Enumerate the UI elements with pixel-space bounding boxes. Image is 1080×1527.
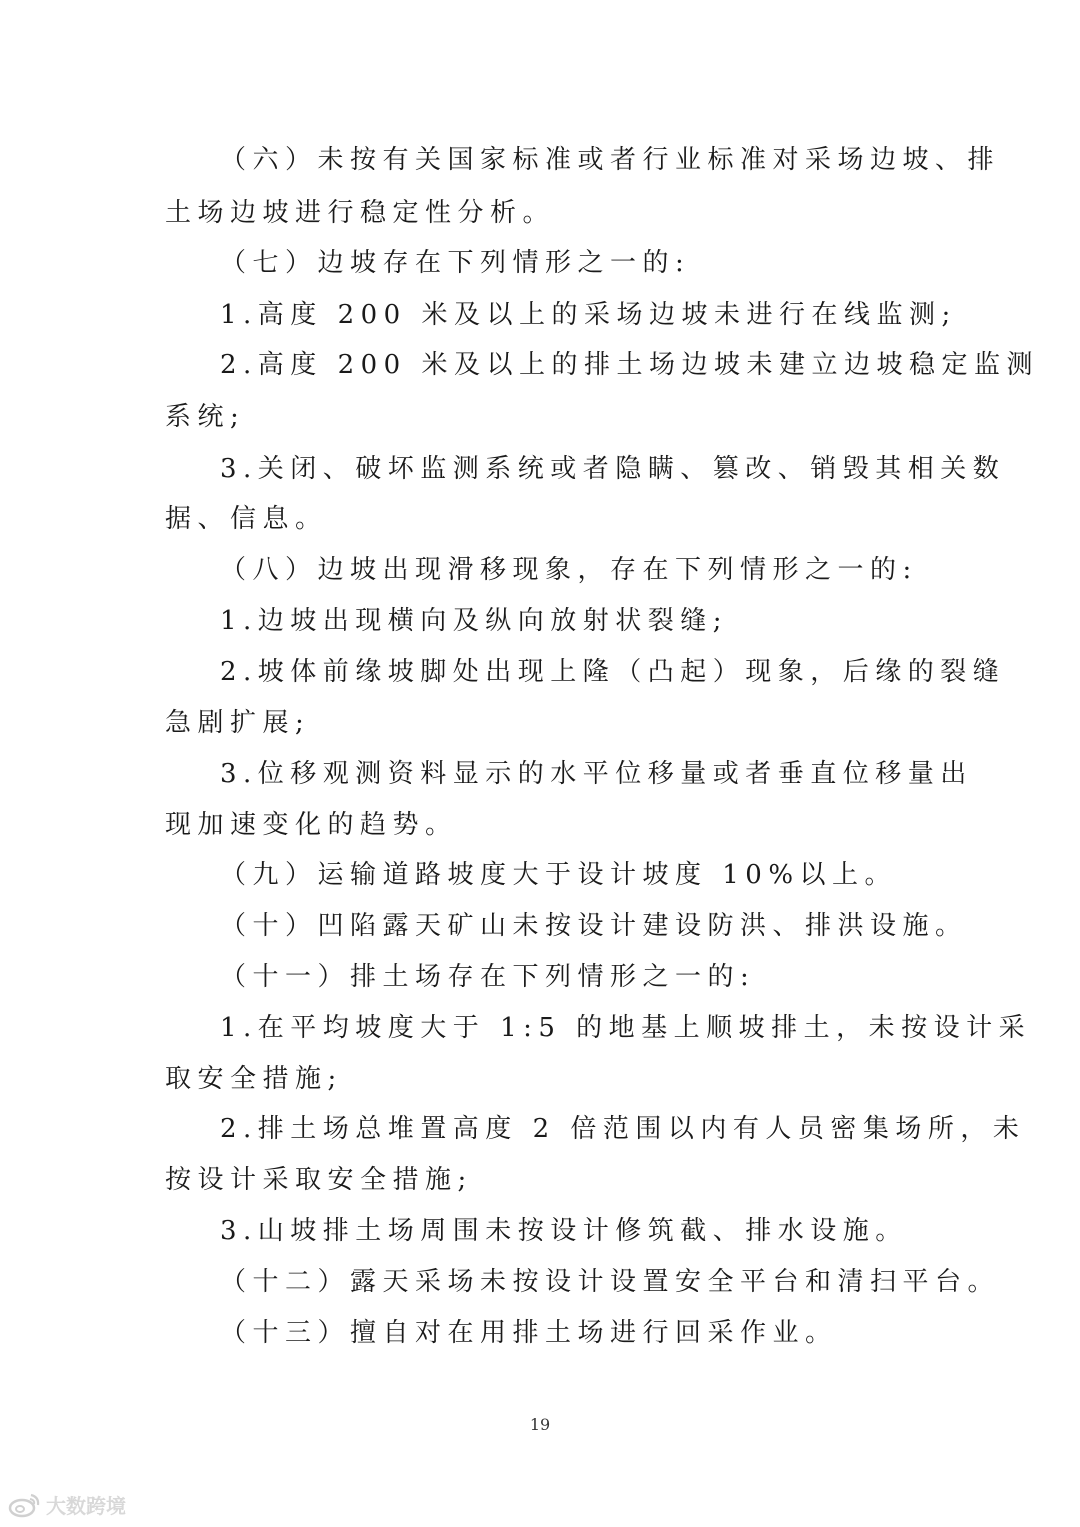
- paragraph-line: （十）凹陷露天矿山未按设计建设防洪、排洪设施。: [220, 911, 968, 941]
- paragraph-line: （十三）擅自对在用排土场进行回采作业。: [220, 1318, 838, 1348]
- weibo-icon: [8, 1492, 42, 1518]
- paragraph-line: 按设计采取安全措施;: [165, 1165, 473, 1195]
- paragraph-line: 1.在平均坡度大于 1:5 的地基上顺坡排土，未按设计采: [220, 1013, 1032, 1043]
- paragraph-line: 3.山坡排土场周围未按设计修筑截、排水设施。: [220, 1216, 908, 1246]
- paragraph-line: （七）边坡存在下列情形之一的:: [220, 248, 691, 278]
- paragraph-line: 2.排土场总堆置高度 2 倍范围以内有人员密集场所，未: [220, 1114, 1026, 1144]
- paragraph-line: （十二）露天采场未按设计设置安全平台和清扫平台。: [220, 1267, 1001, 1297]
- paragraph-line: 2.高度 200 米及以上的排土场边坡未建立边坡稳定监测: [220, 350, 1039, 380]
- paragraph-line: （八）边坡出现滑移现象，存在下列情形之一的:: [220, 555, 918, 585]
- paragraph-line: 急剧扩展;: [165, 708, 311, 738]
- paragraph-line: 3.关闭、破坏监测系统或者隐瞒、篡改、销毁其相关数: [220, 454, 1006, 484]
- paragraph-line: 1.高度 200 米及以上的采场边坡未进行在线监测;: [220, 300, 957, 330]
- paragraph-line: 1.边坡出现横向及纵向放射状裂缝;: [220, 606, 729, 636]
- paragraph-line: （九）运输道路坡度大于设计坡度 10%以上。: [220, 860, 898, 890]
- paragraph-line: 系统;: [165, 402, 246, 432]
- paragraph-line: 取安全措施;: [165, 1064, 343, 1094]
- paragraph-line: 2.坡体前缘坡脚处出现上隆（凸起）现象，后缘的裂缝: [220, 657, 1006, 687]
- watermark: [8, 1490, 126, 1519]
- paragraph-line: 土场边坡进行稳定性分析。: [165, 198, 556, 228]
- paragraph-line: （十一）排土场存在下列情形之一的:: [220, 962, 756, 992]
- paragraph-line: 现加速变化的趋势。: [165, 810, 458, 840]
- paragraph-line: 3.位移观测资料显示的水平位移量或者垂直位移量出: [220, 759, 973, 789]
- paragraph-line: 据、信息。: [165, 504, 328, 534]
- watermark-text: 大数跨境: [46, 1494, 126, 1518]
- page-number: 19: [529, 1415, 551, 1434]
- paragraph-line: （六）未按有关国家标准或者行业标准对采场边坡、排: [220, 145, 1001, 175]
